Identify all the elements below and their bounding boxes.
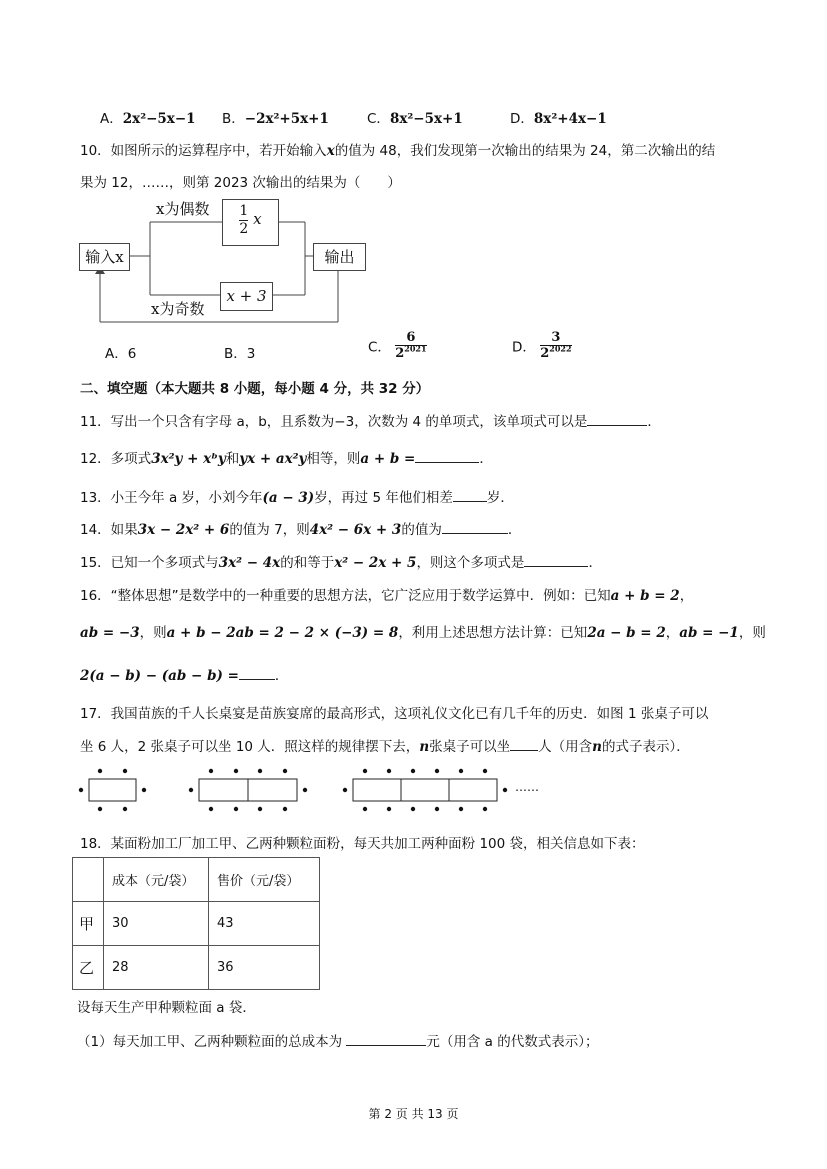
- q13: 13．小王今年 a 岁，小刘今年(a − 3)岁，再过 5 年他们相差 岁．: [80, 486, 514, 506]
- section-heading: 二、填空题（本大题共 8 小题，每小题 4 分，共 32 分）: [80, 381, 430, 397]
- q16-line1: 16．“整体思想”是数学中的一种重要的思想方法，它广泛应用于数学运算中．例如：已知a + b = 2，: [80, 588, 694, 604]
- flow-odd-label: x为奇数: [151, 300, 205, 318]
- q12-blank: [415, 448, 479, 463]
- q10-line2: 果为 12，……，则第 2023 次输出的结果为（ ）: [80, 175, 401, 191]
- table-cell: 36: [209, 946, 320, 990]
- q18-note: 设每天生产甲种颗粒面 a 袋．: [77, 1000, 256, 1016]
- q16-line2: ab = −3，则a + b − 2ab = 2 − 2 × (−3) = 8，利用上述思想方法计算：已知2a − b = 2，ab = −1，则: [80, 625, 766, 641]
- table-header-cell: [73, 858, 104, 902]
- q9-option-b: B．−2x²+5x+1: [222, 111, 329, 127]
- q12: 12．多项式3x²y + xᵇy和yx + ax²y相等，则a + b = ．: [80, 447, 493, 467]
- q9-option-a: A．2x²−5x−1: [100, 111, 196, 127]
- table-header-cell: 成本（元/袋）: [104, 858, 209, 902]
- table-row: [73, 946, 320, 990]
- q17-line2: 坐 6 人，2 张桌子可以坐 10 人．照这样的规律摆下去，n张桌子可以坐 人（用含n的式子表示）．: [80, 735, 690, 755]
- page-footer: 第 2 页 共 13 页: [368, 1107, 459, 1121]
- q18-blank: [346, 1031, 426, 1046]
- tables-ellipsis: ……: [515, 780, 539, 794]
- q17-blank: [510, 736, 538, 751]
- q13-blank: [453, 487, 487, 502]
- table-cell: 28: [104, 946, 209, 990]
- q9-option-d: D．8x²+4x−1: [510, 111, 607, 127]
- q17-line1: 17．我国苗族的千人长桌宴是苗族宴席的最高形式，这项礼仪文化已有几千年的历史．如图 1 张桌子可以: [80, 706, 709, 722]
- q15: 15．已知一个多项式与3x² − 4x的和等于x² − 2x + 5，则这个多项式是 ．: [80, 551, 602, 571]
- flow-input-box: 输入x: [79, 243, 130, 271]
- q9-option-c: C．8x²−5x+1: [367, 111, 463, 127]
- tables-figure: [70, 762, 590, 822]
- q18-sub1: （1）每天加工甲、乙两种颗粒面的总成本为 元（用含 a 的代数式表示）；: [77, 1030, 599, 1050]
- q10-option-b: B．3: [224, 346, 256, 362]
- q11: 11．写出一个只含有字母 a，b，且系数为−3，次数为 4 的单项式，该单项式可以是 ．: [80, 410, 661, 430]
- q10-option-d: D． $\frac{3}{2^{2022}}$: [512, 330, 572, 361]
- flow-plus3-box: x + 3: [220, 282, 273, 311]
- q16-line3: 2(a − b) − (ab − b) = ．: [80, 664, 288, 684]
- table-row: [73, 902, 320, 946]
- table-cell: 43: [209, 902, 320, 946]
- flow-half-box: $\frac{1}{2}$ x: [222, 199, 279, 246]
- q15-blank: [524, 552, 588, 567]
- table-cell: 甲: [73, 902, 104, 946]
- flow-output-box: 输出: [313, 243, 366, 271]
- q14-blank: [442, 519, 508, 534]
- q18-line1: 18．某面粉加工厂加工甲、乙两种颗粒面粉，每天共加工两种面粉 100 袋，相关信息如下表：: [80, 836, 645, 852]
- q10-option-c: C． $\frac{6}{2^{2021}}$: [368, 330, 427, 361]
- q11-blank: [587, 411, 647, 426]
- q14: 14．如果3x − 2x² + 6的值为 7，则4x² − 6x + 3的值为 ．: [80, 518, 521, 538]
- flowchart-lines: [0, 0, 827, 340]
- table-header-row: [73, 858, 320, 902]
- table-cell: 乙: [73, 946, 104, 990]
- table-cell: 30: [104, 902, 209, 946]
- q10-line1: 10．如图所示的运算程序中，若开始输入x的值为 48，我们发现第一次输出的结果为 24，第二次输出的结: [80, 143, 716, 159]
- q16-blank: [239, 665, 275, 680]
- cost-table: [72, 857, 320, 990]
- flow-even-label: x为偶数: [156, 200, 210, 218]
- q10-option-a: A．6: [105, 346, 137, 362]
- table-header-cell: 售价（元/袋）: [209, 858, 320, 902]
